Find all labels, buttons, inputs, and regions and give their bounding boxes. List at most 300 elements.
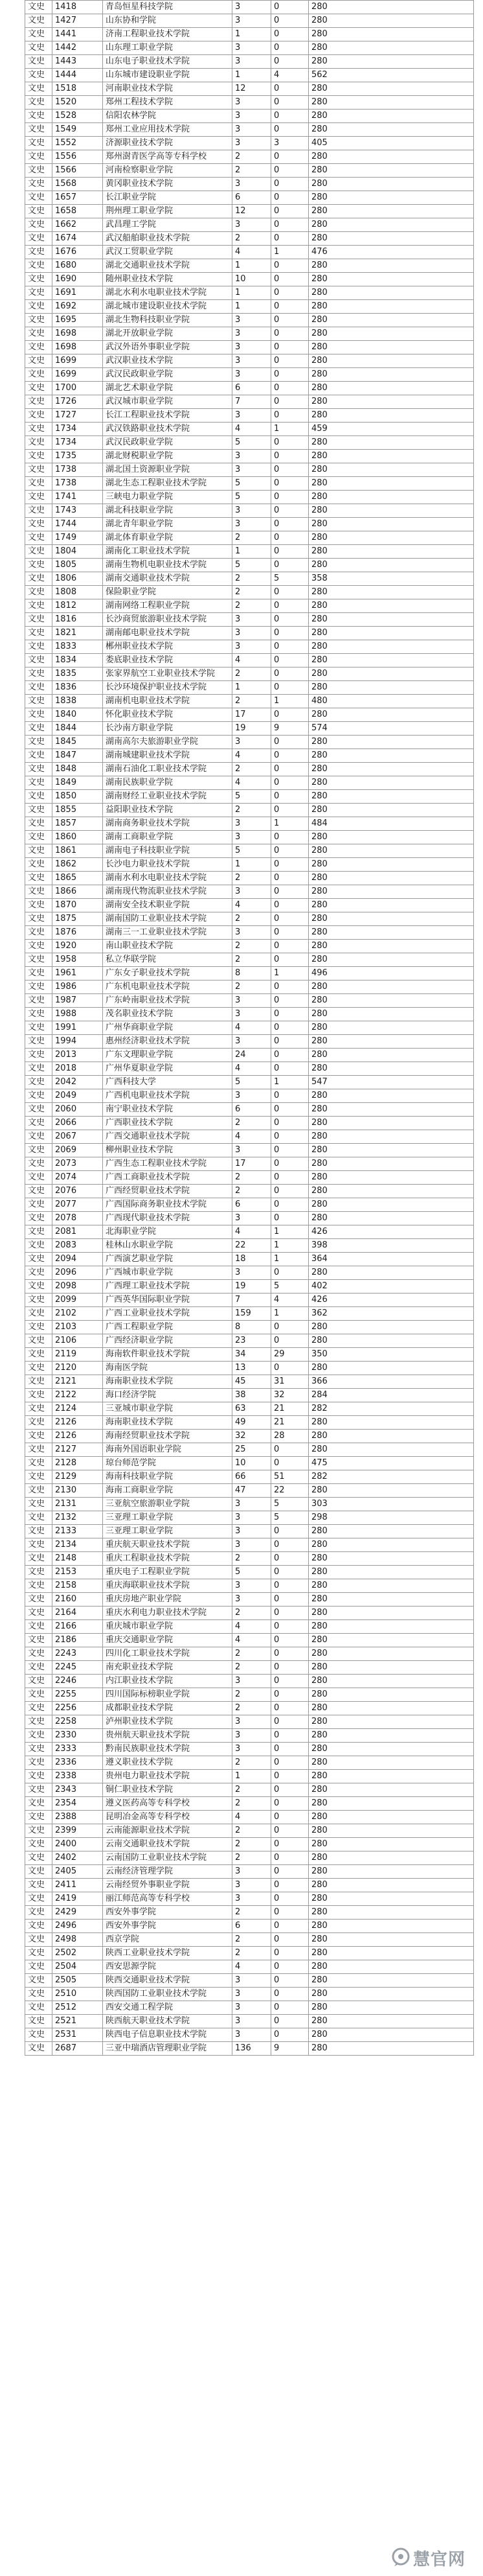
- table-row: [25, 1212, 474, 1225]
- plan-cell: 4: [232, 1811, 271, 1824]
- school-name-cell: 海南外国语职业学院: [103, 1443, 232, 1457]
- filed-cell: 0: [271, 1593, 309, 1607]
- category-cell: 文史: [25, 763, 52, 776]
- plan-cell: 3: [232, 831, 271, 844]
- school-name-cell: 广东文理职业学院: [103, 1049, 232, 1062]
- category-cell: 文史: [25, 96, 52, 110]
- plan-cell: 12: [232, 205, 271, 218]
- filed-cell: 0: [271, 1865, 309, 1879]
- category-cell: 文史: [25, 1647, 52, 1661]
- filed-cell: 0: [271, 1157, 309, 1171]
- filed-cell: 0: [271, 1130, 309, 1144]
- filed-cell: 9: [271, 722, 309, 736]
- code-cell: 1691: [52, 286, 103, 300]
- plan-cell: 3: [232, 1525, 271, 1538]
- plan-cell: 3: [232, 1144, 271, 1157]
- table-row: [25, 953, 474, 967]
- category-cell: 文史: [25, 899, 52, 912]
- school-name-cell: 河南检察职业学院: [103, 164, 232, 178]
- code-cell: 2122: [52, 1389, 103, 1402]
- score-cell: 280: [309, 1811, 474, 1824]
- code-cell: 1838: [52, 695, 103, 708]
- plan-cell: 4: [232, 1620, 271, 1634]
- code-cell: 1443: [52, 55, 103, 69]
- plan-cell: 4: [232, 749, 271, 763]
- category-cell: 文史: [25, 667, 52, 681]
- filed-cell: 0: [271, 150, 309, 164]
- code-cell: 2049: [52, 1089, 103, 1103]
- filed-cell: 0: [271, 872, 309, 885]
- filed-cell: 0: [271, 286, 309, 300]
- plan-cell: 47: [232, 1484, 271, 1498]
- code-cell: 1690: [52, 273, 103, 286]
- table-row: [25, 1076, 474, 1089]
- score-cell: 280: [309, 191, 474, 205]
- table-row: [25, 137, 474, 150]
- category-cell: 文史: [25, 994, 52, 1008]
- filed-cell: 0: [271, 1362, 309, 1375]
- plan-cell: 3: [232, 55, 271, 69]
- school-name-cell: 武昌理工学院: [103, 218, 232, 232]
- school-name-cell: 海口经济学院: [103, 1389, 232, 1402]
- filed-cell: 31: [271, 1375, 309, 1389]
- school-name-cell: 海南工商职业学院: [103, 1484, 232, 1498]
- code-cell: 1662: [52, 218, 103, 232]
- filed-cell: 0: [271, 926, 309, 940]
- school-name-cell: 广东岭南职业技术学院: [103, 994, 232, 1008]
- plan-cell: 3: [232, 2028, 271, 2042]
- table-row: [25, 1607, 474, 1620]
- plan-cell: 3: [232, 504, 271, 518]
- category-cell: 文史: [25, 1443, 52, 1457]
- filed-cell: 9: [271, 2042, 309, 2056]
- score-cell: 280: [309, 1783, 474, 1797]
- code-cell: 2429: [52, 1906, 103, 1920]
- score-cell: 280: [309, 559, 474, 572]
- school-name-cell: 湖北城市建设职业技术学院: [103, 300, 232, 314]
- plan-cell: 2: [232, 872, 271, 885]
- table-row: [25, 586, 474, 599]
- school-name-cell: 湖南城建职业技术学院: [103, 749, 232, 763]
- category-cell: 文史: [25, 286, 52, 300]
- plan-cell: 3: [232, 817, 271, 831]
- table-row: [25, 477, 474, 491]
- category-cell: 文史: [25, 2015, 52, 2028]
- table-row: [25, 912, 474, 926]
- school-name-cell: 云南经贸外事职业学院: [103, 1879, 232, 1892]
- table-row: [25, 804, 474, 817]
- category-cell: 文史: [25, 1729, 52, 1743]
- table-row: [25, 1457, 474, 1470]
- code-cell: 2160: [52, 1593, 103, 1607]
- code-cell: 2066: [52, 1117, 103, 1130]
- score-cell: 280: [309, 681, 474, 695]
- category-cell: 文史: [25, 1688, 52, 1702]
- category-cell: 文史: [25, 123, 52, 137]
- plan-cell: 38: [232, 1389, 271, 1402]
- plan-cell: 23: [232, 1334, 271, 1348]
- table-row: [25, 273, 474, 286]
- table-row: [25, 545, 474, 559]
- filed-cell: 0: [271, 1661, 309, 1675]
- code-cell: 1857: [52, 817, 103, 831]
- filed-cell: 0: [271, 1103, 309, 1117]
- filed-cell: 0: [271, 327, 309, 341]
- category-cell: 文史: [25, 491, 52, 504]
- code-cell: 1812: [52, 599, 103, 613]
- school-name-cell: 湖北国土资源职业学院: [103, 463, 232, 477]
- category-cell: 文史: [25, 2001, 52, 2015]
- table-row: [25, 1797, 474, 1811]
- code-cell: 2126: [52, 1430, 103, 1443]
- school-name-cell: 四川国际标榜职业学院: [103, 1688, 232, 1702]
- school-name-cell: 济南工程职业技术学院: [103, 28, 232, 41]
- score-cell: 280: [309, 1566, 474, 1579]
- code-cell: 2687: [52, 2042, 103, 2056]
- school-name-cell: 山东电子职业技术学院: [103, 55, 232, 69]
- school-name-cell: 湖南工商职业学院: [103, 831, 232, 844]
- school-name-cell: 云南能源职业技术学院: [103, 1824, 232, 1838]
- filed-cell: 0: [271, 1879, 309, 1892]
- code-cell: 1700: [52, 382, 103, 395]
- code-cell: 1848: [52, 763, 103, 776]
- school-name-cell: 广西城市职业学院: [103, 1266, 232, 1280]
- score-cell: 280: [309, 341, 474, 354]
- plan-cell: 2: [232, 667, 271, 681]
- category-cell: 文史: [25, 1960, 52, 1974]
- school-name-cell: 广西经贸职业技术学院: [103, 1185, 232, 1198]
- score-cell: 280: [309, 763, 474, 776]
- plan-cell: 3: [232, 1266, 271, 1280]
- table-row: [25, 559, 474, 572]
- filed-cell: 0: [271, 14, 309, 28]
- table-row: [25, 776, 474, 790]
- plan-cell: 2: [232, 1171, 271, 1185]
- score-cell: 280: [309, 1538, 474, 1552]
- school-name-cell: 广州华商职业学院: [103, 1021, 232, 1035]
- category-cell: 文史: [25, 1185, 52, 1198]
- table-row: [25, 1307, 474, 1321]
- score-cell: 280: [309, 1729, 474, 1743]
- table-row: [25, 1879, 474, 1892]
- table-row: [25, 409, 474, 423]
- filed-cell: 0: [271, 776, 309, 790]
- code-cell: 2419: [52, 1892, 103, 1906]
- table-row: [25, 518, 474, 531]
- code-cell: 2127: [52, 1443, 103, 1457]
- table-row: [25, 1443, 474, 1457]
- score-cell: 280: [309, 218, 474, 232]
- score-cell: 280: [309, 1688, 474, 1702]
- category-cell: 文史: [25, 640, 52, 654]
- school-name-cell: 湖北青年职业学院: [103, 518, 232, 531]
- code-cell: 2078: [52, 1212, 103, 1225]
- school-name-cell: 海南经贸职业技术学院: [103, 1430, 232, 1443]
- school-name-cell: 湖南邮电职业技术学院: [103, 627, 232, 640]
- filed-cell: 0: [271, 164, 309, 178]
- table-row: [25, 1960, 474, 1974]
- filed-cell: 4: [271, 69, 309, 82]
- score-cell: 280: [309, 1770, 474, 1783]
- filed-cell: 0: [271, 1144, 309, 1157]
- table-row: [25, 1389, 474, 1402]
- table-row: [25, 327, 474, 341]
- code-cell: 2098: [52, 1280, 103, 1294]
- code-cell: 1738: [52, 463, 103, 477]
- table-row: [25, 1743, 474, 1756]
- category-cell: 文史: [25, 1538, 52, 1552]
- plan-cell: 5: [232, 1566, 271, 1579]
- category-cell: 文史: [25, 327, 52, 341]
- plan-cell: 2: [232, 940, 271, 953]
- category-cell: 文史: [25, 1838, 52, 1851]
- category-cell: 文史: [25, 1593, 52, 1607]
- category-cell: 文史: [25, 1375, 52, 1389]
- watermark: [388, 2542, 479, 2572]
- table-row: [25, 28, 474, 41]
- score-cell: 280: [309, 123, 474, 137]
- filed-cell: 0: [271, 96, 309, 110]
- filed-cell: 1: [271, 1239, 309, 1253]
- school-name-cell: 长江职业学院: [103, 191, 232, 205]
- category-cell: 文史: [25, 940, 52, 953]
- score-cell: 574: [309, 722, 474, 736]
- score-cell: 280: [309, 1906, 474, 1920]
- plan-cell: 1: [232, 1770, 271, 1783]
- table-row: [25, 1280, 474, 1294]
- school-name-cell: 黄冈职业技术学院: [103, 178, 232, 191]
- table-row: [25, 368, 474, 382]
- category-cell: 文史: [25, 41, 52, 55]
- code-cell: 2060: [52, 1103, 103, 1117]
- plan-cell: 1: [232, 681, 271, 695]
- table-row: [25, 1171, 474, 1185]
- school-name-cell: 成都职业技术学院: [103, 1702, 232, 1715]
- filed-cell: 0: [271, 1185, 309, 1198]
- school-name-cell: 湖南三一工业职业技术学院: [103, 926, 232, 940]
- filed-cell: 0: [271, 749, 309, 763]
- plan-cell: 25: [232, 1443, 271, 1457]
- category-cell: 文史: [25, 627, 52, 640]
- filed-cell: 0: [271, 82, 309, 96]
- plan-cell: 1: [232, 545, 271, 559]
- plan-cell: 3: [232, 41, 271, 55]
- table-row: [25, 218, 474, 232]
- filed-cell: 0: [271, 627, 309, 640]
- score-cell: 280: [309, 981, 474, 994]
- school-name-cell: 陕西国防工业职业技术学院: [103, 1988, 232, 2001]
- score-cell: 280: [309, 586, 474, 599]
- filed-cell: 0: [271, 1021, 309, 1035]
- school-name-cell: 湖北艺术职业学院: [103, 382, 232, 395]
- school-name-cell: 湖北水利水电职业技术学院: [103, 286, 232, 300]
- school-name-cell: 三亚城市职业学院: [103, 1402, 232, 1416]
- school-name-cell: 湖北生物科技职业学院: [103, 314, 232, 327]
- code-cell: 2336: [52, 1756, 103, 1770]
- school-name-cell: 三亚理工职业学院: [103, 1525, 232, 1538]
- filed-cell: 21: [271, 1402, 309, 1416]
- school-name-cell: 湖南现代物流职业技术学院: [103, 885, 232, 899]
- school-name-cell: 湖南电子科技职业学院: [103, 844, 232, 858]
- category-cell: 文史: [25, 409, 52, 423]
- filed-cell: 0: [271, 518, 309, 531]
- filed-cell: 0: [271, 1838, 309, 1851]
- plan-cell: 3: [232, 14, 271, 28]
- code-cell: 1855: [52, 804, 103, 817]
- school-name-cell: 陕西工业职业技术学院: [103, 1947, 232, 1960]
- school-name-cell: 湖北科技职业学院: [103, 504, 232, 518]
- code-cell: 2502: [52, 1947, 103, 1960]
- category-cell: 文史: [25, 1770, 52, 1783]
- score-cell: 280: [309, 1824, 474, 1838]
- filed-cell: 4: [271, 1294, 309, 1307]
- code-cell: 2343: [52, 1783, 103, 1797]
- table-row: [25, 2042, 474, 2056]
- school-name-cell: 湖南机电职业技术学院: [103, 695, 232, 708]
- code-cell: 2133: [52, 1525, 103, 1538]
- category-cell: 文史: [25, 695, 52, 708]
- table-row: [25, 491, 474, 504]
- score-cell: 280: [309, 1089, 474, 1103]
- table-row: [25, 1620, 474, 1634]
- category-cell: 文史: [25, 1552, 52, 1566]
- code-cell: 2258: [52, 1715, 103, 1729]
- plan-cell: 4: [232, 1225, 271, 1239]
- table-row: [25, 1117, 474, 1130]
- table-row: [25, 450, 474, 463]
- plan-cell: 3: [232, 736, 271, 749]
- school-name-cell: 桂林山水职业学院: [103, 1239, 232, 1253]
- code-cell: 1821: [52, 627, 103, 640]
- school-name-cell: 湖南水利水电职业技术学院: [103, 872, 232, 885]
- code-cell: 1988: [52, 1008, 103, 1021]
- table-row: [25, 599, 474, 613]
- plan-cell: 8: [232, 967, 271, 981]
- filed-cell: 0: [271, 1620, 309, 1634]
- table-row: [25, 191, 474, 205]
- category-cell: 文史: [25, 912, 52, 926]
- school-name-cell: 随州职业技术学院: [103, 273, 232, 286]
- plan-cell: 3: [232, 96, 271, 110]
- plan-cell: 159: [232, 1307, 271, 1321]
- filed-cell: 1: [271, 1076, 309, 1089]
- table-row: [25, 1008, 474, 1021]
- school-name-cell: 武汉民政职业学院: [103, 436, 232, 450]
- category-cell: 文史: [25, 300, 52, 314]
- code-cell: 2256: [52, 1702, 103, 1715]
- score-cell: 280: [309, 1021, 474, 1035]
- school-name-cell: 陕西电子信息职业技术学院: [103, 2028, 232, 2042]
- score-cell: 280: [309, 178, 474, 191]
- score-cell: 280: [309, 382, 474, 395]
- plan-cell: 1: [232, 300, 271, 314]
- category-cell: 文史: [25, 1511, 52, 1525]
- school-name-cell: 海南职业技术学院: [103, 1416, 232, 1430]
- table-row: [25, 205, 474, 218]
- category-cell: 文史: [25, 1253, 52, 1266]
- category-cell: 文史: [25, 69, 52, 82]
- table-row: [25, 1334, 474, 1348]
- score-cell: 280: [309, 1334, 474, 1348]
- category-cell: 文史: [25, 1566, 52, 1579]
- category-cell: 文史: [25, 110, 52, 123]
- plan-cell: 19: [232, 722, 271, 736]
- score-cell: 280: [309, 1865, 474, 1879]
- code-cell: 2531: [52, 2028, 103, 2042]
- score-cell: 280: [309, 858, 474, 872]
- school-name-cell: 陕西交通职业技术学院: [103, 1974, 232, 1988]
- plan-cell: 5: [232, 790, 271, 804]
- filed-cell: 1: [271, 1307, 309, 1321]
- category-cell: 文史: [25, 613, 52, 627]
- category-cell: 文史: [25, 1824, 52, 1838]
- plan-cell: 3: [232, 1988, 271, 2001]
- score-cell: 366: [309, 1375, 474, 1389]
- code-cell: 1427: [52, 14, 103, 28]
- filed-cell: 0: [271, 1729, 309, 1743]
- code-cell: 1847: [52, 749, 103, 763]
- table-row: [25, 1035, 474, 1049]
- plan-cell: 6: [232, 1920, 271, 1933]
- code-cell: 2102: [52, 1307, 103, 1321]
- filed-cell: 0: [271, 300, 309, 314]
- table-row: [25, 722, 474, 736]
- filed-cell: 0: [271, 736, 309, 749]
- school-name-cell: 武汉铁路职业技术学院: [103, 423, 232, 436]
- filed-cell: 1: [271, 967, 309, 981]
- code-cell: 1695: [52, 314, 103, 327]
- school-name-cell: 南充职业技术学院: [103, 1661, 232, 1675]
- score-cell: 280: [309, 1266, 474, 1280]
- filed-cell: 22: [271, 1484, 309, 1498]
- code-cell: 1920: [52, 940, 103, 953]
- school-name-cell: 西安外事学院: [103, 1906, 232, 1920]
- school-name-cell: 北海职业学院: [103, 1225, 232, 1239]
- school-name-cell: 广西交通职业技术学院: [103, 1130, 232, 1144]
- plan-cell: 3: [232, 1212, 271, 1225]
- filed-cell: 0: [271, 1715, 309, 1729]
- filed-cell: 0: [271, 885, 309, 899]
- category-cell: 文史: [25, 531, 52, 545]
- school-name-cell: 贵州航天职业技术学院: [103, 1729, 232, 1743]
- filed-cell: 0: [271, 531, 309, 545]
- category-cell: 文史: [25, 436, 52, 450]
- filed-cell: 0: [271, 1702, 309, 1715]
- code-cell: 2094: [52, 1253, 103, 1266]
- school-name-cell: 黔南民族职业技术学院: [103, 1743, 232, 1756]
- filed-cell: 0: [271, 382, 309, 395]
- school-name-cell: 重庆电子工程职业学院: [103, 1566, 232, 1579]
- score-cell: 280: [309, 354, 474, 368]
- table-row: [25, 1688, 474, 1702]
- score-cell: 280: [309, 953, 474, 967]
- school-name-cell: 张家界航空工业职业技术学院: [103, 667, 232, 681]
- filed-cell: 0: [271, 477, 309, 491]
- school-name-cell: 西安思源学院: [103, 1960, 232, 1974]
- plan-cell: 3: [232, 1035, 271, 1049]
- school-name-cell: 重庆工程职业技术学院: [103, 1552, 232, 1566]
- code-cell: 1528: [52, 110, 103, 123]
- filed-cell: 0: [271, 1783, 309, 1797]
- score-cell: 280: [309, 1988, 474, 2001]
- score-cell: 280: [309, 1, 474, 14]
- category-cell: 文史: [25, 1851, 52, 1865]
- code-cell: 1749: [52, 531, 103, 545]
- table-row: [25, 69, 474, 82]
- table-row: [25, 1661, 474, 1675]
- category-cell: 文史: [25, 1634, 52, 1647]
- plan-cell: 2: [232, 586, 271, 599]
